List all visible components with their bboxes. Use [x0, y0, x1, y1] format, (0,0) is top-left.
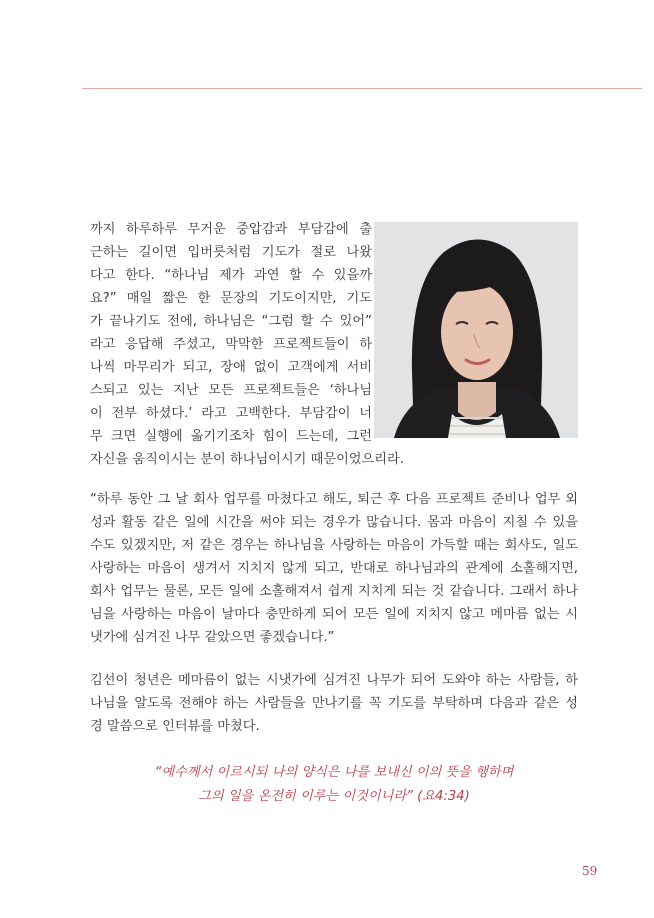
quote-paragraph: [90, 488, 578, 649]
header-rule: [82, 88, 642, 89]
text-line: 사랑하는 마음이 생겨서 지치지 않게 되고, 반대로 하나님과의 관계에 소홀해지면,: [90, 561, 578, 576]
intro-last-line: 자신을 움직이시는 분이 하나님이시기 때문이었으리라.: [90, 452, 404, 467]
text-line: 회사 업무는 물론, 모든 일에 소홀해져서 쉽게 지치게 되는 것 같습니다. 그래서 하나: [90, 584, 578, 599]
text-line: 요?” 매일 짧은 한 문장의 기도이지만, 기도: [90, 291, 372, 306]
text-line: 님을 사랑하는 마음이 날마다 충만하게 되어 모든 일에 지치지 않고 메마름 없는 시: [90, 607, 578, 622]
text-line: “하루 동안 그 날 회사 업무를 마쳤다고 해도, 퇴근 후 다음 프로젝트 준비나 업무 외: [90, 492, 578, 507]
text-line: 나씩 마무리가 되고, 장애 없이 고객에게 서비: [90, 360, 372, 375]
text-line: 까지 하루하루 무거운 중압감과 부담감에 출: [90, 222, 372, 237]
quote-line: “예수께서 이르시되 나의 양식은 나를 보내신 이의 뜻을 행하며: [154, 765, 514, 780]
text-line: 성과 활동 같은 일에 시간을 써야 되는 경우가 많습니다. 몸과 마음이 지칠 수 있을: [90, 515, 578, 530]
text-line: 냇가에 심겨진 나무 같았으면 좋겠습니다.”: [90, 630, 335, 645]
closing-paragraph: [90, 669, 578, 738]
portrait-photo: [374, 222, 578, 438]
page-number: 59: [582, 864, 598, 878]
text-line: 라고 응답해 주셨고, 막막한 프로젝트들이 하: [90, 337, 372, 352]
text-line: 스되고 있는 지난 모든 프로젝트들은 ‘하나님: [90, 383, 372, 398]
text-line: 김선이 청년은 메마름이 없는 시냇가에 심겨진 나무가 되어 도와야 하는 사람들, 하: [90, 673, 578, 688]
text-line: 이 전부 하셨다.’ 라고 고백한다. 부담감이 너: [90, 406, 372, 421]
text-line: 무 크면 실행에 옮기기조차 힘이 드는데, 그런: [90, 429, 372, 444]
text-line: 나님을 알도록 전해야 하는 사람들을 만나기를 꼭 기도를 부탁하며 다음과 같은 성: [90, 696, 578, 711]
text-line: 근하는 길이면 입버릇처럼 기도가 절로 나왔: [90, 245, 372, 260]
text-line: 가 끝나기도 전에, 하나님은 “그럼 할 수 있어”: [90, 314, 372, 329]
text-line: 다고 한다. “하나님 제가 과연 할 수 있을까: [90, 268, 372, 283]
text-line: 수도 있겠지만, 저 같은 경우는 하나님을 사랑하는 마음이 가득할 때는 회사도, 일도: [90, 538, 578, 553]
scripture-quote: [90, 761, 578, 809]
intro-paragraph: [90, 218, 372, 448]
quote-line: 그의 일을 온전히 이루는 이것이니라” (요4:34): [198, 789, 470, 804]
text-line: 경 말씀으로 인터뷰를 마쳤다.: [90, 719, 260, 734]
